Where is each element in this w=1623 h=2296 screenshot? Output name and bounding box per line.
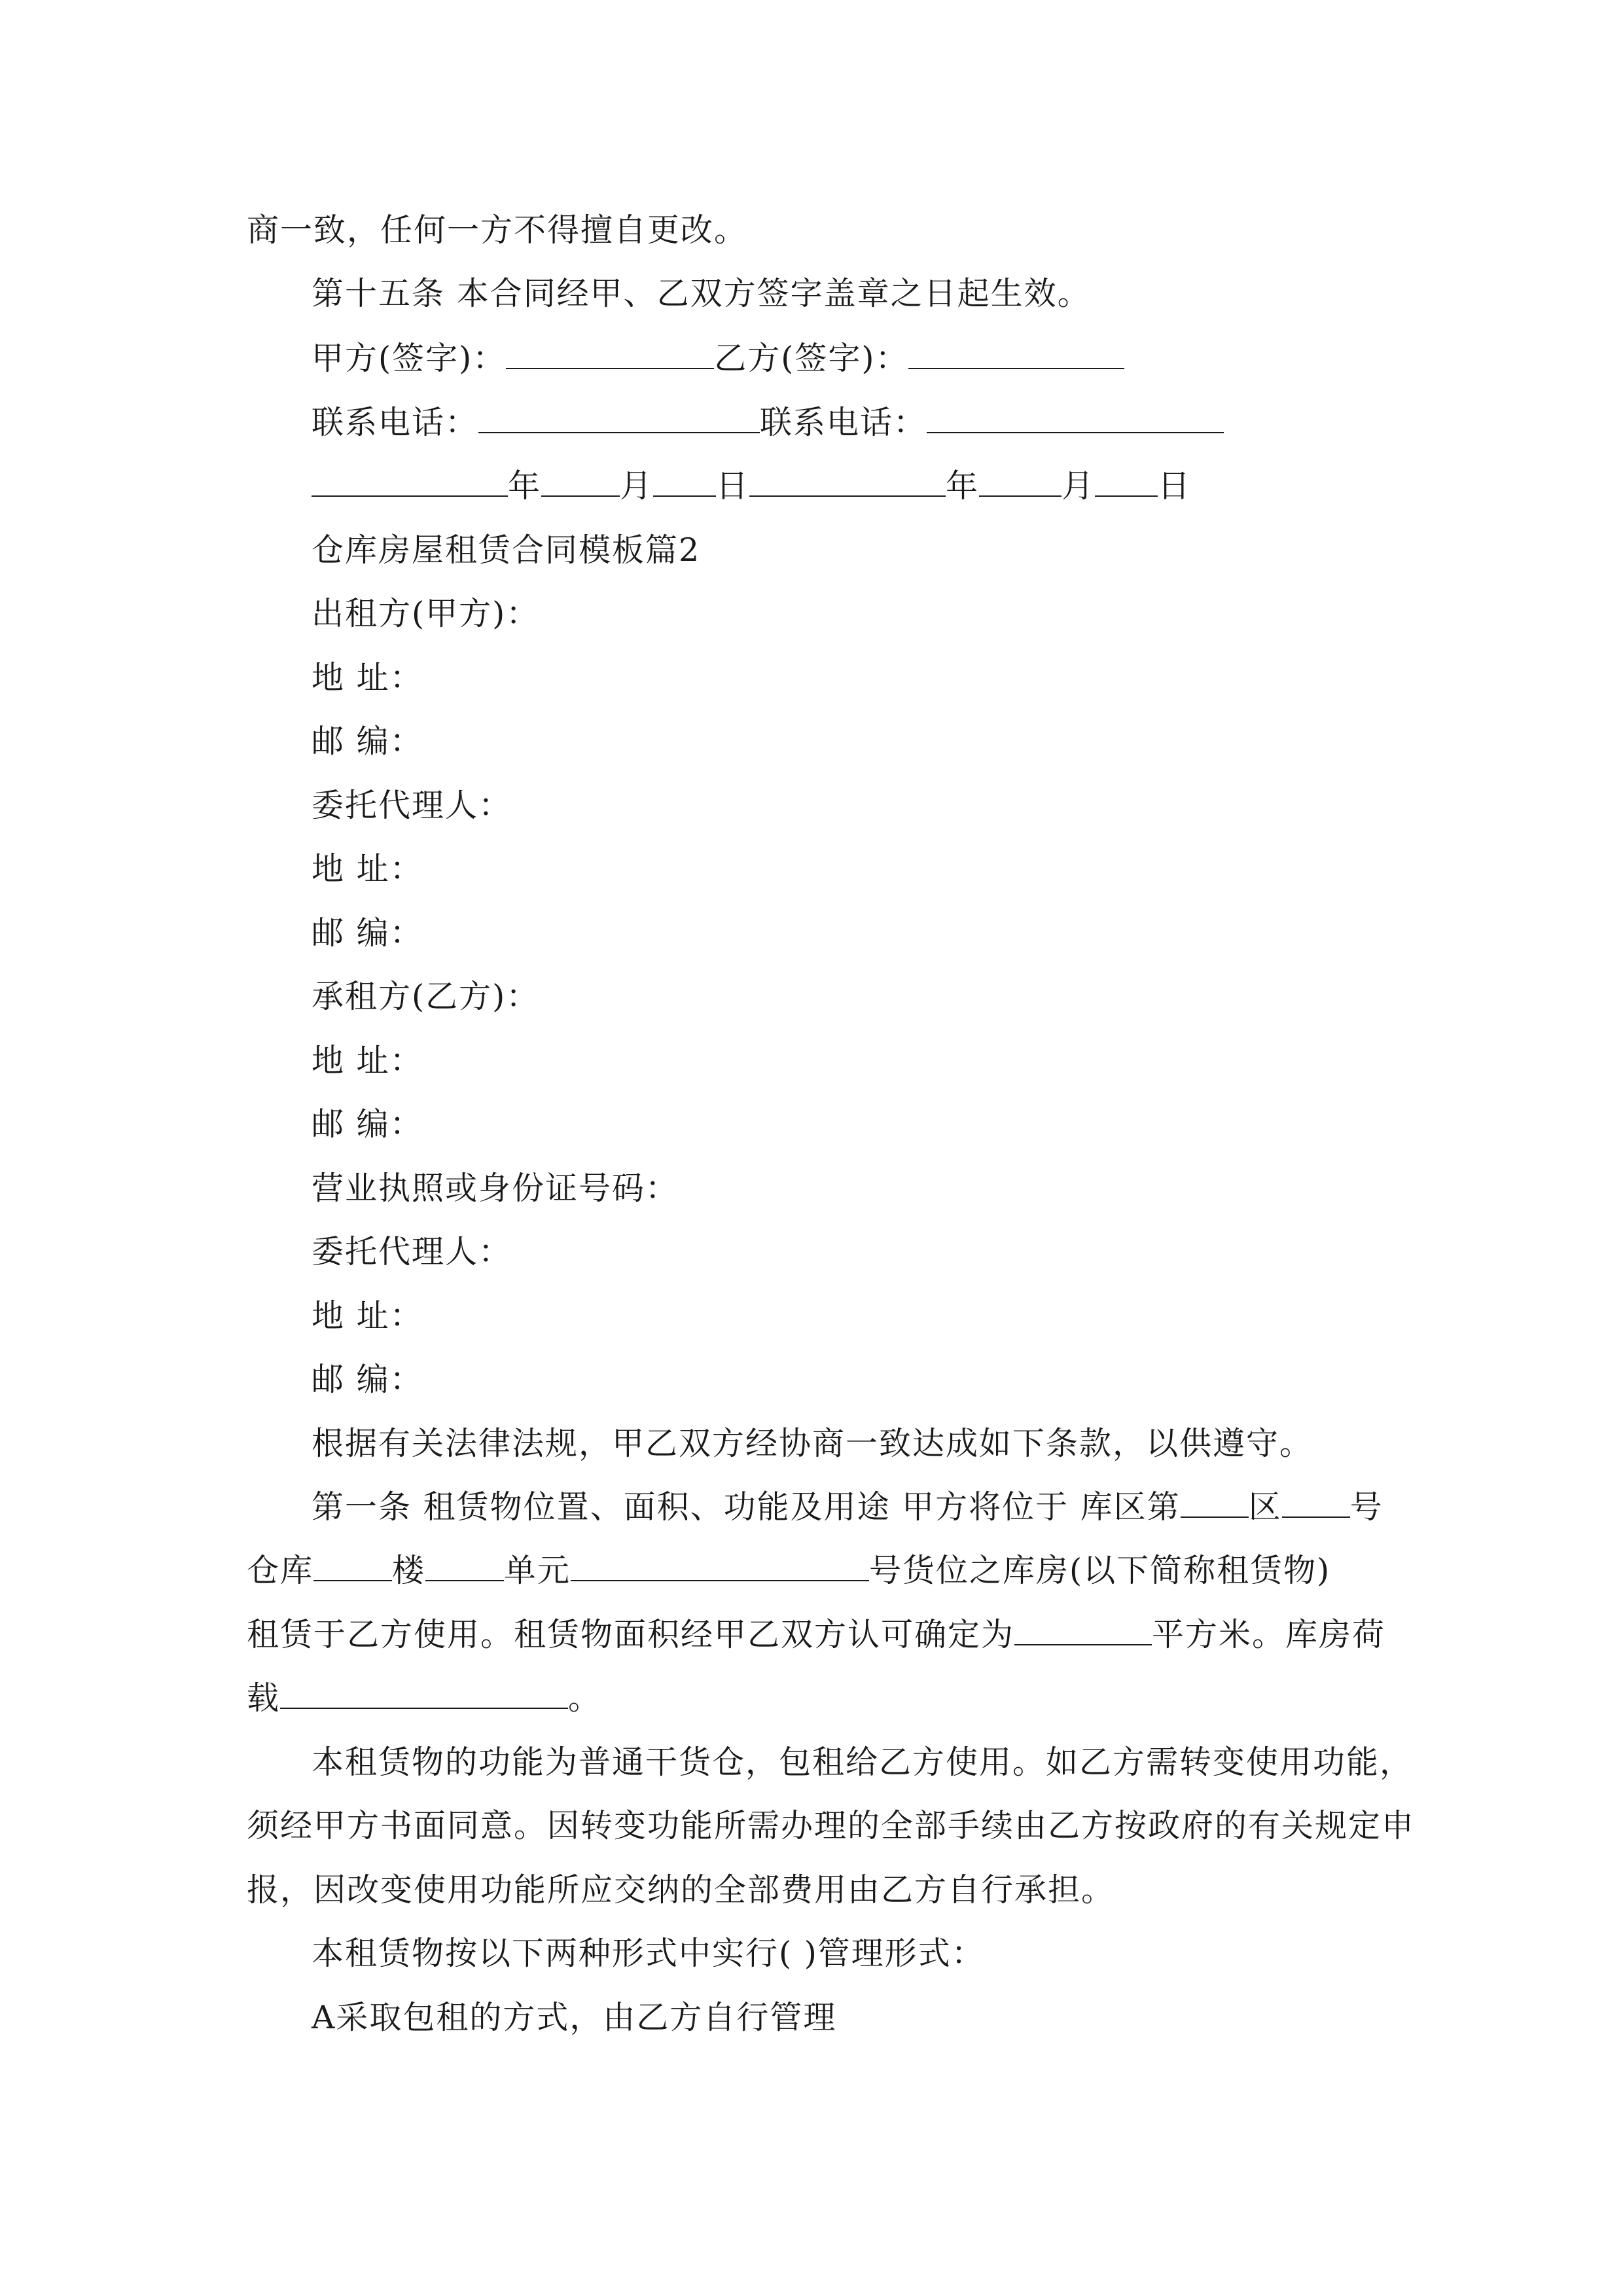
zone-label: 区 xyxy=(1248,1488,1282,1526)
unit-blank xyxy=(425,1554,504,1581)
management-form: 本租赁物按以下两种形式中实行( )管理形式： xyxy=(312,1935,985,1972)
year-blank-2 xyxy=(749,469,946,497)
lessor-agent-address: 地 址： xyxy=(312,850,423,888)
party-a-signature-blank xyxy=(506,342,714,369)
warehouse-label: 仓库 xyxy=(247,1552,314,1589)
clause-1-line-4 xyxy=(247,1679,601,1718)
clause-1-line-1 xyxy=(312,1488,1383,1527)
load-label: 载 xyxy=(247,1679,281,1717)
clause-1-line-3 xyxy=(247,1615,1385,1655)
lessor-address: 地 址： xyxy=(312,659,423,696)
lessee-agent-postcode: 邮 编： xyxy=(312,1361,423,1398)
phone-line xyxy=(312,403,1224,442)
day-label-2: 日 xyxy=(1158,467,1192,505)
year-blank xyxy=(312,469,508,497)
function-paragraph-line-2: 须经甲方书面同意。因转变功能所需办理的全部手续由乙方按政府的有关规定申 xyxy=(247,1807,1416,1844)
building-label: 楼 xyxy=(392,1552,426,1589)
slot-blank xyxy=(571,1554,869,1581)
lessor-label: 出租方(甲方)： xyxy=(312,595,540,632)
month-blank xyxy=(541,469,620,497)
section-heading: 仓库房屋租赁合同模板篇2 xyxy=(312,531,701,569)
area-blank xyxy=(1014,1618,1152,1645)
number-blank xyxy=(1282,1490,1350,1518)
party-b-phone-label: 联系电话： xyxy=(760,404,927,441)
month-label-2: 月 xyxy=(1061,467,1096,505)
month-blank-2 xyxy=(979,469,1061,497)
lessee-label: 承租方(乙方)： xyxy=(312,978,540,1015)
party-b-phone-blank xyxy=(927,406,1224,433)
function-paragraph-line-1: 本租赁物的功能为普通干货仓，包租给乙方使用。如乙方需转变使用功能， xyxy=(312,1744,1414,1781)
option-a: A采取包租的方式，由乙方自行管理 xyxy=(312,1999,837,2036)
lessor-agent-postcode: 邮 编： xyxy=(312,914,423,952)
lessee-agent: 委托代理人： xyxy=(312,1233,512,1270)
zone-blank xyxy=(1181,1490,1249,1518)
lessee-address: 地 址： xyxy=(312,1042,423,1079)
lessor-postcode: 邮 编： xyxy=(312,723,423,760)
building-blank xyxy=(313,1554,392,1581)
month-label: 月 xyxy=(620,467,654,505)
preamble: 根据有关法律法规，甲乙双方经协商一致达成如下条款，以供遵守。 xyxy=(312,1425,1313,1462)
party-a-phone-label: 联系电话： xyxy=(312,404,479,441)
number-label: 号 xyxy=(1349,1488,1383,1526)
party-b-signature-label: 乙方(签字)： xyxy=(714,340,909,377)
day-blank xyxy=(653,469,716,497)
signature-line xyxy=(312,339,1124,378)
day-blank-2 xyxy=(1095,469,1158,497)
clause-15: 第十五条 本合同经甲、乙双方签字盖章之日起生效。 xyxy=(312,275,1091,312)
party-a-phone-blank xyxy=(478,406,760,433)
lessee-agent-address: 地 址： xyxy=(312,1297,423,1335)
year-label: 年 xyxy=(508,467,542,505)
date-line xyxy=(312,467,1191,506)
party-a-signature-label: 甲方(签字)： xyxy=(312,340,507,377)
load-period: 。 xyxy=(568,1679,602,1717)
slot-text: 号货位之库房(以下简称租赁物) xyxy=(869,1552,1331,1589)
party-b-signature-blank xyxy=(908,342,1124,369)
day-label: 日 xyxy=(716,467,750,505)
lessee-license-id: 营业执照或身份证号码： xyxy=(312,1170,679,1207)
clause-1-text: 第一条 租赁物位置、面积、功能及用途 甲方将位于 库区第 xyxy=(312,1488,1181,1526)
paragraph-line: 商一致，任何一方不得擅自更改。 xyxy=(247,211,748,249)
area-text: 租赁于乙方使用。租赁物面积经甲乙双方认可确定为 xyxy=(247,1616,1015,1653)
area-unit-text: 平方米。库房荷 xyxy=(1152,1616,1386,1653)
unit-label: 单元 xyxy=(504,1552,571,1589)
lessor-agent: 委托代理人： xyxy=(312,787,512,824)
lessee-postcode: 邮 编： xyxy=(312,1105,423,1143)
year-label-2: 年 xyxy=(946,467,980,505)
clause-1-line-2 xyxy=(247,1551,1330,1590)
load-blank xyxy=(280,1681,568,1709)
function-paragraph-line-3: 报，因改变使用功能所应交纳的全部费用由乙方自行承担。 xyxy=(247,1871,1115,1909)
